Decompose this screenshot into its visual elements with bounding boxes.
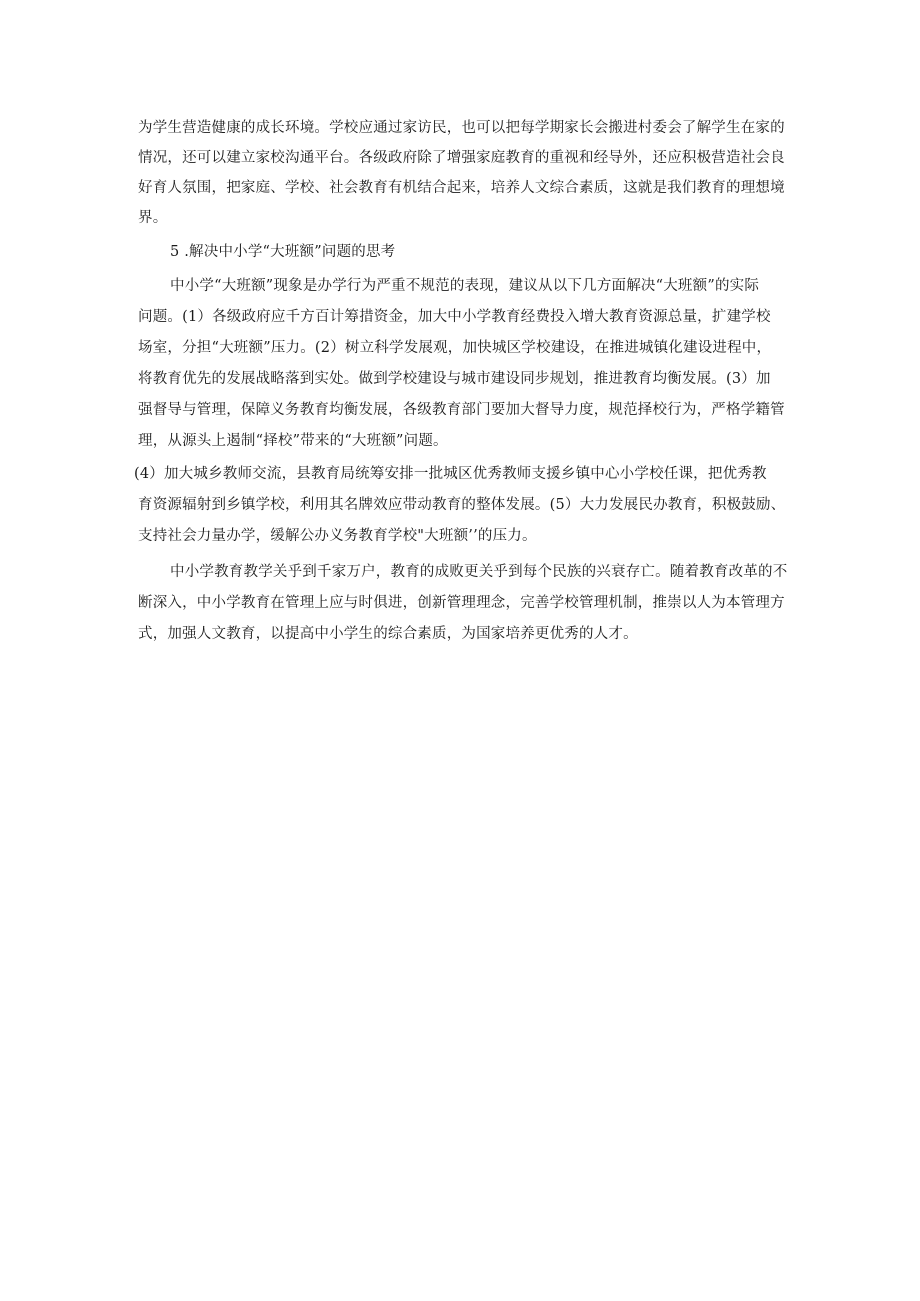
text-line: 情况，还可以建立家校沟通平台。各级政府除了增强家庭教育的重视和经导外，还应积极营造社会良: [138, 150, 785, 166]
text-line: 支持社会力量办学，缓解公办义务教育学校"大班额’’的压力。: [138, 528, 537, 544]
text-line: 为学生营造健康的成长环境。学校应通过家访民，也可以把每学期家长会搬进村委会了解学生在家的: [138, 120, 785, 136]
text-line: 界。: [138, 210, 168, 226]
text-line: (4）加大城乡教师交流，县教育局统筹安排一批城区优秀教师支援乡镇中心小学校任课，把优秀教: [134, 466, 767, 482]
text-line: 好育人氛围，把家庭、学校、社会教育有机结合起来，培养人文综合素质，这就是我们教育的理想境: [138, 180, 785, 196]
text-line: 断深入，中小学教育在管理上应与时俱进，创新管理理念，完善学校管理机制，推崇以人为本管理方: [138, 595, 785, 611]
text-line: 强督导与管理，保障义务教育均衡发展，各级教育部门要加大督导力度，规范择校行为，严格学籍管: [138, 402, 785, 418]
text-line: 育资源辐射到乡镇学校，利用其名牌效应带动教育的整体发展。(5）大力发展民办教育，积极鼓励、: [138, 497, 786, 513]
text-line: 中小学教育教学关乎到千家万户，教育的成败更关乎到每个民族的兴衰存亡。随着教育改革的不: [170, 564, 788, 580]
text-line: 中小学“大班额”现象是办学行为严重不规范的表现，建议从以下几方面解决“大班额”的实际: [170, 278, 760, 294]
text-line: 场室，分担“大班额”压力。(2）树立科学发展观，加快城区学校建设，在推进城镇化建设进程中，: [138, 340, 772, 356]
section-heading: 5 .解决中小学“大班额”问题的思考: [170, 244, 396, 260]
text-line: 式，加强人文教育，以提高中小学生的综合素质，为国家培养更优秀的人才。: [138, 626, 638, 642]
text-line: 将教育优先的发展战略落到实处。做到学校建设与城市建设同步规划，推进教育均衡发展。(3）加: [138, 371, 771, 387]
text-line: 问题。(1）各级政府应千方百计筹措资金，加大中小学教育经费投入增大教育资源总量，扩建学校: [138, 309, 771, 325]
text-line: 理，从源头上遏制“择校”带来的“大班额”问题。: [138, 433, 448, 449]
